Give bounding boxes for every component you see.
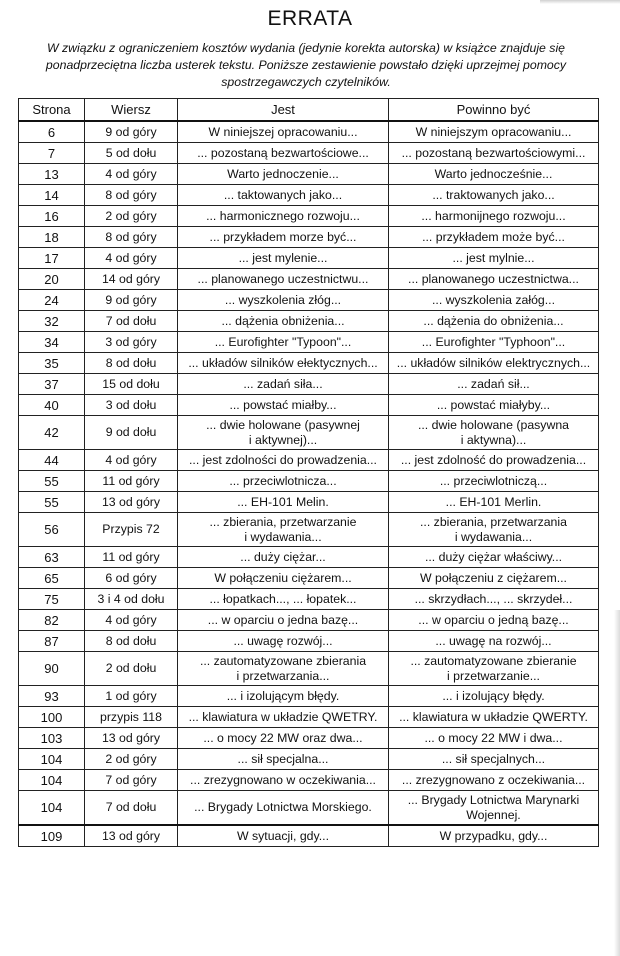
cell-correct: ... EH-101 Merlin. [389, 492, 599, 513]
cell-page: 87 [19, 631, 85, 652]
errata-table-body [19, 121, 599, 847]
cell-line: 9 od góry [85, 121, 178, 143]
cell-correct: ... klawiatura w układzie QWERTY. [389, 707, 599, 728]
cell-wrong: ... Eurofighter "Typoon"... [178, 332, 389, 353]
cell-page: 109 [19, 825, 85, 847]
table-row [19, 728, 599, 749]
table-header-row [19, 99, 599, 122]
cell-wrong: ... w oparciu o jedna bazę... [178, 610, 389, 631]
cell-correct: ... uwagę na rozwój... [389, 631, 599, 652]
cell-line: 9 od góry [85, 290, 178, 311]
table-row [19, 311, 599, 332]
table-row [19, 206, 599, 227]
cell-correct: ... dążenia do obniżenia... [389, 311, 599, 332]
table-row [19, 450, 599, 471]
cell-correct: ... pozostaną bezwartościowymi... [389, 143, 599, 164]
cell-line: 3 i 4 od dołu [85, 589, 178, 610]
scan-edge-right [614, 610, 620, 956]
cell-line: 13 od góry [85, 825, 178, 847]
table-row [19, 631, 599, 652]
cell-line: 8 od dołu [85, 353, 178, 374]
cell-page: 55 [19, 492, 85, 513]
cell-correct: ... dwie holowane (pasywna i aktywna)... [389, 416, 599, 450]
header-correct: Powinno być [389, 99, 599, 122]
cell-wrong: W niniejszej opracowaniu... [178, 121, 389, 143]
table-row [19, 825, 599, 847]
table-row [19, 471, 599, 492]
cell-wrong: ... przykładem morze być... [178, 227, 389, 248]
cell-correct: ... harmonijnego rozwoju... [389, 206, 599, 227]
page-title: ERRATA [267, 7, 353, 30]
cell-page: 56 [19, 513, 85, 547]
cell-wrong: ... sił specjalna... [178, 749, 389, 770]
table-row [19, 121, 599, 143]
cell-page: 55 [19, 471, 85, 492]
table-row [19, 164, 599, 185]
cell-correct: ... zadań sił... [389, 374, 599, 395]
cell-correct: ... zautomatyzowane zbieranie i przetwarzanie... [389, 652, 599, 686]
cell-line: 3 od dołu [85, 395, 178, 416]
table-row [19, 269, 599, 290]
cell-page: 6 [19, 121, 85, 143]
cell-wrong: ... układów silników ełektycznych... [178, 353, 389, 374]
cell-correct: ... zbierania, przetwarzania i wydawania... [389, 513, 599, 547]
table-row [19, 589, 599, 610]
table-row [19, 513, 599, 547]
header-line: Wiersz [85, 99, 178, 122]
cell-line: 11 od góry [85, 547, 178, 568]
cell-line: Przypis 72 [85, 513, 178, 547]
cell-line: 8 od góry [85, 227, 178, 248]
cell-correct: Warto jednocześnie... [389, 164, 599, 185]
table-row [19, 353, 599, 374]
cell-page: 13 [19, 164, 85, 185]
cell-wrong: ... wyszkolenia złóg... [178, 290, 389, 311]
cell-line: 8 od dołu [85, 631, 178, 652]
cell-wrong: ... Brygady Lotnictwa Morskiego. [178, 791, 389, 826]
cell-wrong: ... powstać miałby... [178, 395, 389, 416]
errata-table [18, 98, 599, 847]
cell-wrong: ... harmonicznego rozwoju... [178, 206, 389, 227]
cell-correct: ... w oparciu o jedną bazę... [389, 610, 599, 631]
cell-wrong: ... EH-101 Melin. [178, 492, 389, 513]
table-row [19, 707, 599, 728]
cell-correct: ... o mocy 22 MW i dwa... [389, 728, 599, 749]
table-row [19, 568, 599, 589]
cell-wrong: ... klawiatura w układzie QWETRY. [178, 707, 389, 728]
cell-correct: ... i izolujący błędy. [389, 686, 599, 707]
cell-page: 42 [19, 416, 85, 450]
cell-page: 40 [19, 395, 85, 416]
cell-correct: ... przykładem może być... [389, 227, 599, 248]
cell-correct: ... sił specjalnych... [389, 749, 599, 770]
cell-correct: ... jest mylnie... [389, 248, 599, 269]
cell-page: 44 [19, 450, 85, 471]
cell-page: 104 [19, 770, 85, 791]
cell-page: 17 [19, 248, 85, 269]
cell-wrong: ... dwie holowane (pasywnej i aktywnej)... [178, 416, 389, 450]
cell-correct: W połączeniu z ciężarem... [389, 568, 599, 589]
cell-wrong: ... zadań siła... [178, 374, 389, 395]
cell-page: 100 [19, 707, 85, 728]
header-wrong: Jest [178, 99, 389, 122]
cell-wrong: ... zautomatyzowane zbierania i przetwarzania... [178, 652, 389, 686]
cell-line: 13 od góry [85, 492, 178, 513]
cell-line: przypis 118 [85, 707, 178, 728]
cell-correct: ... zrezygnowano z oczekiwania... [389, 770, 599, 791]
cell-line: 5 od dołu [85, 143, 178, 164]
table-row [19, 143, 599, 164]
cell-wrong: ... uwagę rozwój... [178, 631, 389, 652]
table-row [19, 290, 599, 311]
table-row [19, 248, 599, 269]
cell-line: 8 od góry [85, 185, 178, 206]
cell-wrong: ... taktowanych jako... [178, 185, 389, 206]
cell-page: 82 [19, 610, 85, 631]
cell-line: 7 od góry [85, 770, 178, 791]
table-row [19, 492, 599, 513]
cell-wrong: ... zbierania, przetwarzanie i wydawania... [178, 513, 389, 547]
cell-page: 104 [19, 749, 85, 770]
cell-line: 3 od góry [85, 332, 178, 353]
cell-wrong: W połączeniu ciężarem... [178, 568, 389, 589]
cell-wrong: W sytuacji, gdy... [178, 825, 389, 847]
cell-page: 65 [19, 568, 85, 589]
cell-page: 93 [19, 686, 85, 707]
cell-correct: ... Brygady Lotnictwa Marynarki Wojennej. [389, 791, 599, 826]
cell-correct: ... skrzydłach..., ... skrzydeł... [389, 589, 599, 610]
cell-wrong: ... duży ciężar... [178, 547, 389, 568]
cell-page: 16 [19, 206, 85, 227]
cell-line: 4 od góry [85, 450, 178, 471]
cell-line: 7 od dołu [85, 791, 178, 826]
table-row [19, 749, 599, 770]
intro-paragraph: W związku z ograniczeniem kosztów wydania (jedynie korekta autorska) w książce znajduje się ponadprzeciętna liczba usterek tekstu. Poniższe zestawienie powstało dzięki uprzejmej pomocy spostrzegawczych czytelników. [45, 41, 567, 89]
cell-page: 34 [19, 332, 85, 353]
cell-line: 13 od góry [85, 728, 178, 749]
cell-line: 14 od góry [85, 269, 178, 290]
table-row [19, 652, 599, 686]
cell-line: 6 od góry [85, 568, 178, 589]
cell-wrong: ... jest mylenie... [178, 248, 389, 269]
cell-wrong: ... łopatkach..., ... łopatek... [178, 589, 389, 610]
cell-correct: ... Eurofighter "Typhoon"... [389, 332, 599, 353]
cell-page: 32 [19, 311, 85, 332]
cell-correct: ... powstać miałyby... [389, 395, 599, 416]
cell-wrong: ... o mocy 22 MW oraz dwa... [178, 728, 389, 749]
table-row [19, 770, 599, 791]
table-row [19, 416, 599, 450]
cell-line: 4 od góry [85, 248, 178, 269]
cell-correct: ... duży ciężar właściwy... [389, 547, 599, 568]
cell-correct: ... wyszkolenia załóg... [389, 290, 599, 311]
scan-edge-top [540, 0, 620, 4]
cell-line: 4 od góry [85, 610, 178, 631]
cell-line: 15 od dołu [85, 374, 178, 395]
table-row [19, 395, 599, 416]
cell-wrong: ... dążenia obniżenia... [178, 311, 389, 332]
cell-correct: ... jest zdolność do prowadzenia... [389, 450, 599, 471]
table-row [19, 610, 599, 631]
cell-page: 18 [19, 227, 85, 248]
cell-page: 7 [19, 143, 85, 164]
cell-line: 2 od góry [85, 206, 178, 227]
table-row [19, 547, 599, 568]
table-row [19, 227, 599, 248]
cell-page: 63 [19, 547, 85, 568]
cell-correct: ... traktowanych jako... [389, 185, 599, 206]
cell-wrong: ... przeciwlotnicza... [178, 471, 389, 492]
cell-wrong: ... jest zdolności do prowadzenia... [178, 450, 389, 471]
cell-page: 90 [19, 652, 85, 686]
table-row [19, 332, 599, 353]
cell-wrong: ... planowanego uczestnictwu... [178, 269, 389, 290]
cell-page: 24 [19, 290, 85, 311]
cell-page: 37 [19, 374, 85, 395]
cell-line: 9 od dołu [85, 416, 178, 450]
cell-line: 2 od dołu [85, 652, 178, 686]
header-page: Strona [19, 99, 85, 122]
cell-correct: ... planowanego uczestnictwa... [389, 269, 599, 290]
cell-wrong: ... i izolującym błędy. [178, 686, 389, 707]
cell-page: 103 [19, 728, 85, 749]
cell-page: 20 [19, 269, 85, 290]
cell-line: 11 od góry [85, 471, 178, 492]
table-row [19, 374, 599, 395]
cell-wrong: Warto jednoczenie... [178, 164, 389, 185]
table-row [19, 185, 599, 206]
cell-line: 7 od dołu [85, 311, 178, 332]
cell-line: 1 od góry [85, 686, 178, 707]
table-row [19, 686, 599, 707]
cell-line: 2 od góry [85, 749, 178, 770]
cell-correct: W niniejszym opracowaniu... [389, 121, 599, 143]
cell-wrong: ... zrezygnowano w oczekiwania... [178, 770, 389, 791]
cell-wrong: ... pozostaną bezwartościowe... [178, 143, 389, 164]
cell-correct: W przypadku, gdy... [389, 825, 599, 847]
table-row [19, 791, 599, 826]
cell-correct: ... przeciwlotniczą... [389, 471, 599, 492]
cell-page: 14 [19, 185, 85, 206]
cell-line: 4 od góry [85, 164, 178, 185]
cell-page: 35 [19, 353, 85, 374]
cell-page: 104 [19, 791, 85, 826]
cell-correct: ... układów silników elektrycznych... [389, 353, 599, 374]
cell-page: 75 [19, 589, 85, 610]
